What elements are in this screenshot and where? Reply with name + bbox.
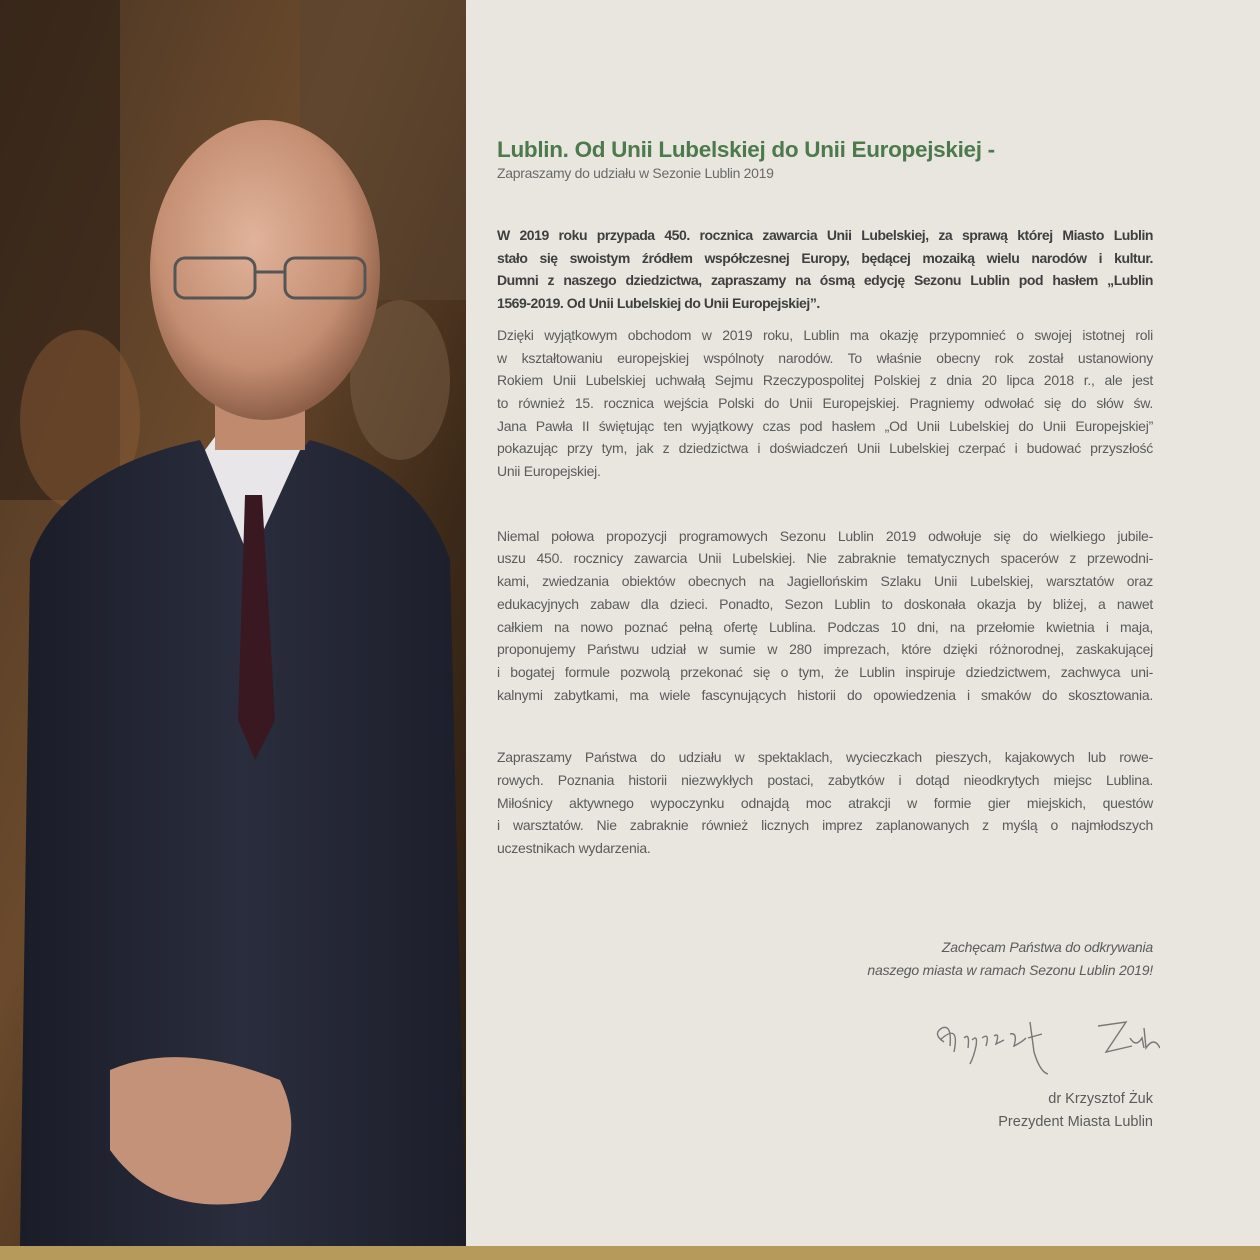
text-line: Rokiem Unii Lubelskiej uchwałą Sejmu Rzeczypospolitej Polskiej z dnia 20 lipca 2018 r., ale jest	[497, 372, 1153, 389]
text-line: uczestnikach wydarzenia.	[497, 840, 651, 857]
text-line: pokazując przy tym, jak z dziedzictwa i doświadczeń Unii Lubelskiej czerpać i budować przyszłość	[497, 440, 1153, 457]
text-line: stało się swoistym źródłem współczesnej Europy, będącej mozaiką wielu narodów i kultur.	[497, 249, 1153, 266]
page-subtitle: Zapraszamy do udziału w Sezonie Lublin 2019	[497, 165, 774, 181]
text-line: Niemal połowa propozycji programowych Sezonu Lublin 2019 odwołuje się do wielkiego jubile-	[497, 527, 1153, 544]
letter-content	[497, 136, 1153, 860]
text-line: uszu 450. rocznicy zawarcia Unii Lubelskiej. Nie zabraknie tematycznych spacerów z przewodni-	[497, 550, 1153, 567]
author-block	[998, 1088, 1153, 1133]
footer-bar	[0, 1246, 1260, 1260]
text-line: Miłośnicy aktywnego wypoczynku odnajdą moc atrakcji w formie gier miejskich, questów	[497, 794, 1153, 811]
handwritten-signature	[930, 1012, 1160, 1078]
text-line: Dumni z naszego dziedzictwa, zapraszamy na ósmą edycję Sezonu Lublin pod hasłem „Lublin	[497, 272, 1153, 289]
author-name: dr Krzysztof Żuk	[1048, 1091, 1153, 1107]
body-paragraph-3	[497, 746, 1153, 860]
author-role: Prezydent Miasta Lublin	[998, 1113, 1153, 1130]
text-line: Unii Europejskiej.	[497, 463, 601, 480]
text-line: edukacyjnych zabaw dla dzieci. Ponadto, Sezon Lublin to doskonała okazja by bliżej, a nawet	[497, 595, 1153, 612]
text-line: Dzięki wyjątkowym obchodom w 2019 roku, Lublin ma okazję przypomnieć o swojej istotnej roli	[497, 326, 1153, 343]
body-paragraph-1	[497, 324, 1153, 483]
body-paragraph-2	[497, 525, 1153, 707]
text-line: kami, zwiedzania obiektów obecnych na Jagiellońskim Szlaku Unii Lubelskiej, warsztatów oraz	[497, 573, 1153, 590]
text-line: to również 15. rocznica wejścia Polski do Unii Europejskiej. Pragniemy odwołać się do słów św.	[497, 394, 1153, 411]
portrait-illustration	[0, 0, 466, 1246]
closing-line: naszego miasta w ramach Sezonu Lublin 2019!	[867, 961, 1153, 978]
text-line: proponujemy Państwu udział w sumie w 280 imprezach, które dzięki różnorodnej, zaskakującej	[497, 641, 1153, 658]
page-title: Lublin. Od Unii Lubelskiej do Unii Europejskiej -	[497, 137, 995, 162]
portrait-photo	[0, 0, 466, 1246]
text-line: w kształtowaniu europejskiej wspólnoty narodów. To właśnie obecny rok został ustanowiony	[497, 349, 1153, 366]
closing-remark	[867, 936, 1153, 981]
text-line: W 2019 roku przypada 450. rocznica zawarcia Unii Lubelskiej, za sprawą której Miasto Lublin	[497, 227, 1153, 243]
closing-line: Zachęcam Państwa do odkrywania	[941, 939, 1153, 955]
text-line: Zapraszamy Państwa do udziału w spektaklach, wycieczkach pieszych, kajakowych lub rowe-	[497, 749, 1153, 766]
lead-paragraph	[497, 224, 1153, 315]
text-line: całkiem na nowo poznać pełną ofertę Lublina. Podczas 10 dni, na przełomie kwietnia i maja,	[497, 618, 1153, 635]
text-line: Jana Pawła II świętując ten wyjątkowy czas pod hasłem „Od Unii Lubelskiej do Unii Europejskiej”	[497, 417, 1153, 434]
text-line: i warsztatów. Nie zabraknie również licznych imprez zaplanowanych z myślą o najmłodszych	[497, 817, 1153, 834]
text-line: 1569-2019. Od Unii Lubelskiej do Unii Europejskiej”.	[497, 295, 820, 312]
text-line: rowych. Poznania historii niezwykłych postaci, zabytków i dotąd nieodkrytych miejsc Lublina.	[497, 772, 1153, 789]
text-line: i bogatej formule pozwolą przekonać się o tym, że Lublin inspiruje dziedzictwem, zachwyca uni-	[497, 663, 1153, 680]
text-line: kalnymi zabytkami, ma wiele fascynujących historii do opowiedzenia i smaków do skosztowania.	[497, 686, 1153, 703]
